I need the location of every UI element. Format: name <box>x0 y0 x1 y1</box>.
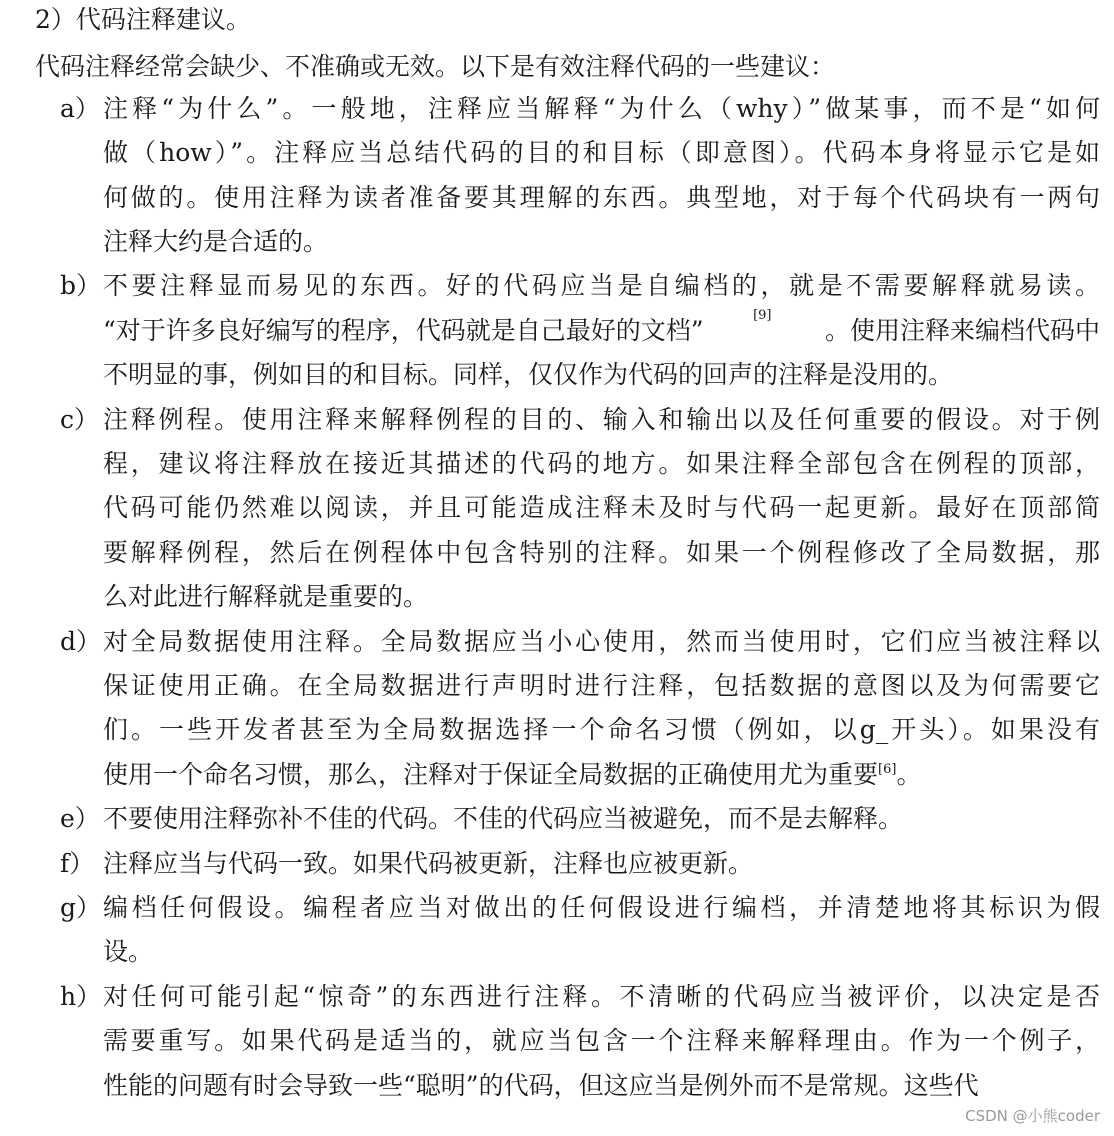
item-text-line: 设。 <box>103 937 154 967</box>
item-label: g） <box>60 893 102 922</box>
item-text-line: 注释应当与代码一致。如果代码被更新，注释也应被更新。 <box>103 848 754 878</box>
item-text-line: 性能的问题有时会导致一些“聪明”的代码，但这应当是例外而不是常规。这些代 <box>103 1070 979 1100</box>
item-text-line: 不明显的事，例如目的和目标。同样，仅仅作为代码的回声的注释是没用的。 <box>103 360 954 390</box>
item-text-line: 对全局数据使用注释。全局数据应当小心使用，然而当使用时，它们应当被注释以 <box>103 626 1100 656</box>
item-label: a） <box>60 93 100 123</box>
citation-ref: [9] <box>753 307 772 323</box>
item-text-line: 注释例程。使用注释来解释例程的目的、输入和输出以及任何重要的假设。对于例 <box>103 404 1100 434</box>
watermark: CSDN @小熊coder <box>965 1107 1100 1125</box>
item-text-line: 需要重写。如果代码是适当的，就应当包含一个注释来解释理由。作为一个例子， <box>103 1026 1100 1056</box>
item-text-line: 做（how）”。注释应当总结代码的目的和目标（即意图）。代码本身将显示它是如 <box>103 138 1100 168</box>
item-text-line: 们。一些开发者甚至为全局数据选择一个命名习惯（例如，以g_开头）。如果没有 <box>103 715 1100 745</box>
item-text-line: 要解释例程，然后在例程体中包含特别的注释。如果一个例程修改了全局数据，那 <box>103 537 1100 567</box>
item-text-line: 编档任何假设。编程者应当对做出的任何假设进行编档，并清楚地将其标识为假 <box>103 893 1100 922</box>
item-text-line: 保证使用正确。在全局数据进行声明时进行注释，包括数据的意图以及为何需要它 <box>103 671 1100 700</box>
intro-paragraph: 代码注释经常会缺少、不准确或无效。以下是有效注释代码的一些建议： <box>35 52 836 81</box>
item-text-line: 不要注释显而易见的东西。好的代码应当是自编档的，就是不需要解释就易读。 <box>103 271 1100 301</box>
item-text-line <box>103 307 1100 346</box>
item-text-line: 何做的。使用注释为读者准备要其理解的东西。典型地，对于每个代码块有一两句 <box>103 182 1100 212</box>
citation-ref: [6] <box>878 761 897 777</box>
item-text-line: 么对此进行解释就是重要的。 <box>103 582 429 612</box>
item-text-tail: 。使用注释来编档代码中 <box>824 315 1100 345</box>
item-text-line: 对任何可能引起“惊奇”的东西进行注释。不清晰的代码应当被评价，以决定是否 <box>103 981 1100 1011</box>
item-label: e） <box>60 804 100 834</box>
item-label: b） <box>60 271 102 301</box>
item-text-line: 不要使用注释弥补不佳的代码。不佳的代码应当被避免，而不是去解释。 <box>103 804 904 834</box>
item-label: f） <box>60 848 95 878</box>
item-text-line: 程，建议将注释放在接近其描述的代码的地方。如果注释全部包含在例程的顶部， <box>103 449 1100 478</box>
item-text-line: 注释大约是合适的。 <box>103 227 329 256</box>
item-label: d） <box>60 626 102 656</box>
item-text-tail: 。 <box>896 759 922 789</box>
item-label: h） <box>60 981 102 1011</box>
item-text: 使用一个命名习惯，那么，注释对于保证全局数据的正确使用尤为重要 <box>103 759 879 789</box>
item-text-line: 代码可能仍然难以阅读，并且可能造成注释未及时与代码一起更新。最好在顶部简 <box>103 493 1100 523</box>
section-heading: 2）代码注释建议。 <box>35 5 251 34</box>
item-text-line <box>103 760 1100 790</box>
item-text-line: 注释“为什么”。一般地，注释应当解释“为什么（why）”做某事，而不是“如何 <box>103 93 1100 123</box>
item-label: c） <box>60 404 100 434</box>
item-text: “对于许多良好编写的程序，代码就是自己最好的文档” <box>103 315 704 345</box>
